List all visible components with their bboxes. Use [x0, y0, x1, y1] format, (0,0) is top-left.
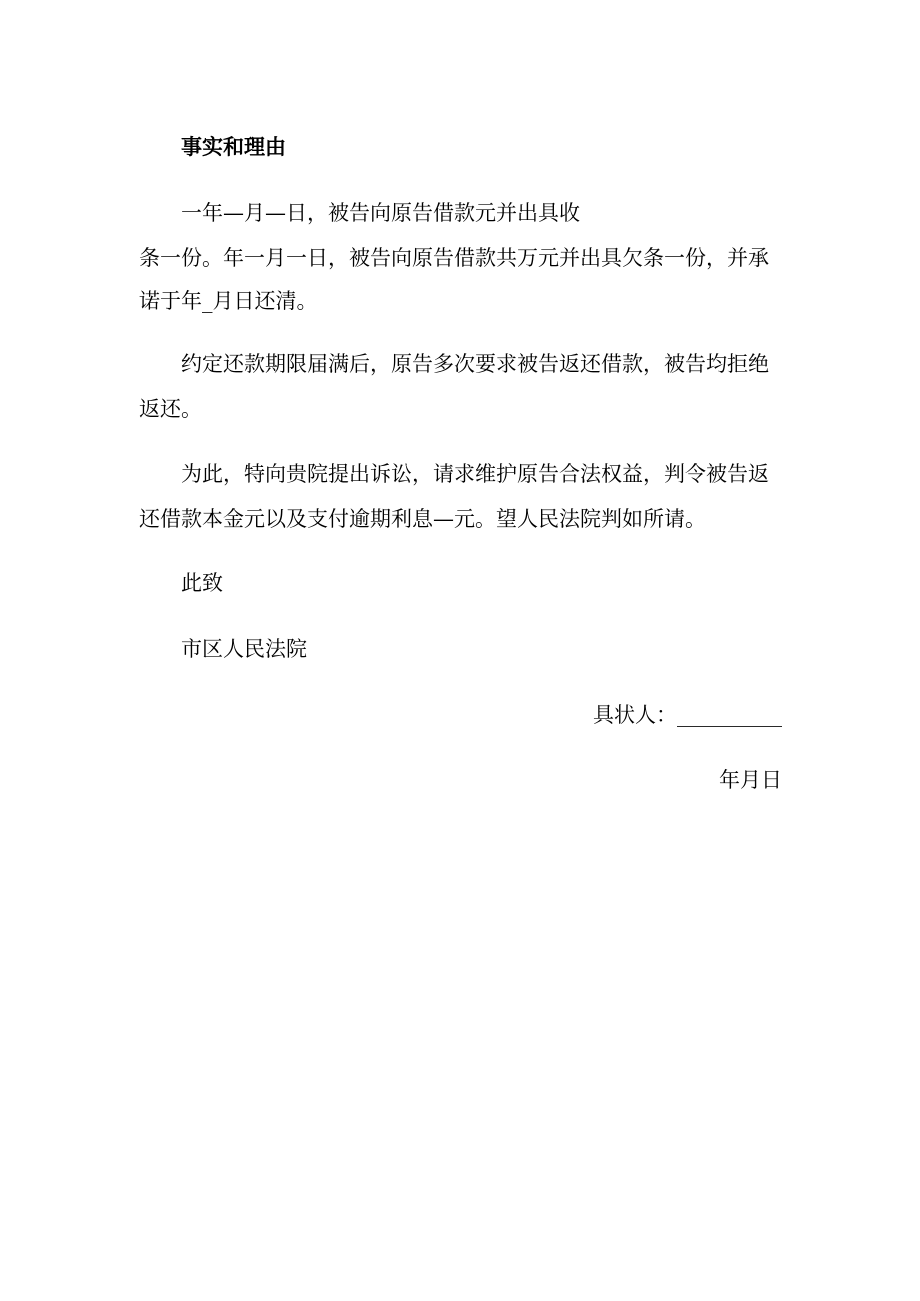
paragraph-line: 条一份。年一月一日，被告向原告借款共万元并出具欠条一份，并承 — [139, 246, 769, 270]
paragraph-line: 一年—月—日，被告向原告借款元并出具收 — [181, 201, 580, 225]
paragraph-line: 返还。 — [139, 397, 202, 421]
paragraph-line: 为此，特向贵院提出诉讼，请求维护原告合法权益，判令被告返 — [181, 462, 769, 486]
salutation: 此致 — [181, 571, 223, 595]
date-line: 年月日 — [719, 768, 782, 792]
signature-line: 具状人：__________ — [593, 703, 782, 727]
section-heading: 事实和理由 — [181, 134, 286, 159]
paragraph-line: 约定还款期限届满后，原告多次要求被告返还借款，被告均拒绝 — [181, 352, 769, 376]
paragraph-line: 还借款本金元以及支付逾期利息—元。望人民法院判如所请。 — [139, 507, 706, 531]
court-name: 市区人民法院 — [181, 637, 307, 661]
paragraph-line: 诺于年_月日还清。 — [139, 289, 318, 313]
